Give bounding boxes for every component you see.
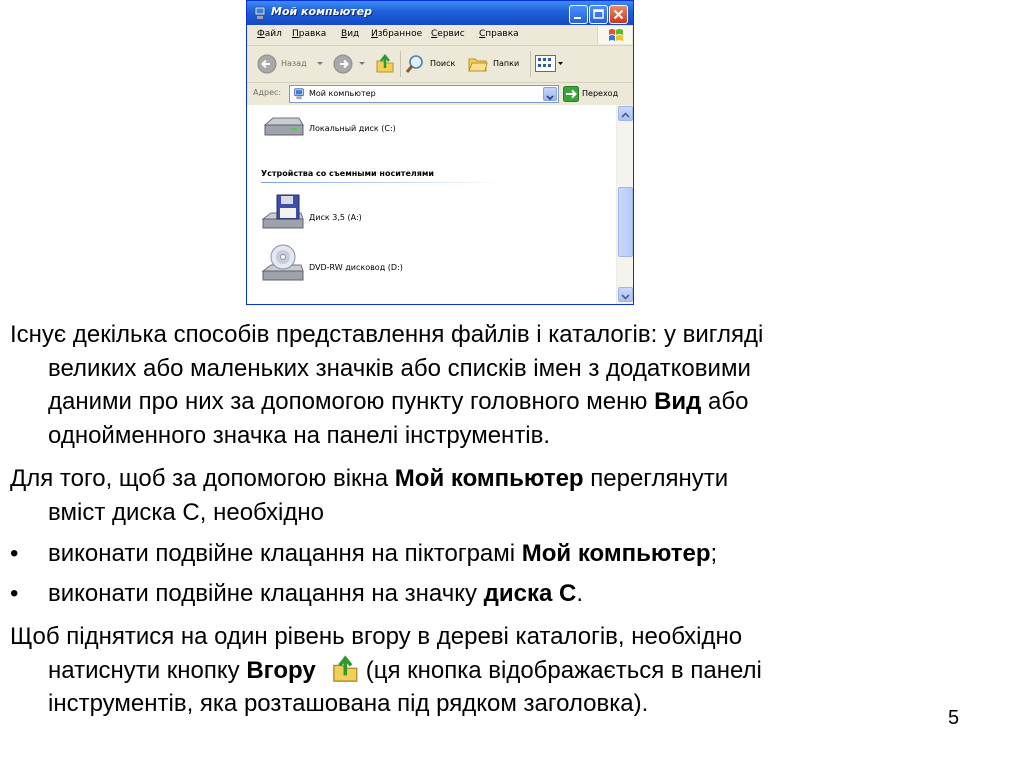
text-run: Для того, щоб за допомогою вікна xyxy=(10,465,395,492)
text-run: виконати подвійне клацання на піктограмі xyxy=(48,540,522,567)
search-icon xyxy=(405,54,425,74)
close-icon xyxy=(610,6,627,23)
back-button[interactable] xyxy=(257,46,325,82)
text-line xyxy=(10,385,995,419)
address-value: Мой компьютер xyxy=(309,89,376,98)
dvd-drive-icon xyxy=(261,243,305,287)
chevron-down-icon xyxy=(619,290,632,303)
bullet-text xyxy=(48,577,583,611)
windows-logo xyxy=(597,26,632,44)
up-folder-icon xyxy=(330,654,362,684)
vertical-scrollbar[interactable] xyxy=(616,105,634,304)
hard-drive-icon xyxy=(261,113,305,141)
forward-arrow-icon xyxy=(333,54,353,74)
search-button[interactable] xyxy=(405,46,463,82)
menu-view[interactable]: Вид xyxy=(341,29,360,39)
text-run: виконати подвійне клацання на значку xyxy=(48,580,484,607)
text-line xyxy=(10,462,995,496)
text-line: вміст диска С, необхідно xyxy=(48,498,324,526)
windows-flag-icon xyxy=(608,28,624,43)
text-line: великих або маленьких значків або списків імен з додатковими xyxy=(48,354,751,382)
maximize-button[interactable] xyxy=(589,5,608,24)
address-dropdown-button[interactable] xyxy=(543,87,557,101)
folders-label: Папки xyxy=(493,59,520,68)
scroll-up-button[interactable] xyxy=(618,106,633,121)
my-computer-emphasis: Мой компьютер xyxy=(521,540,711,567)
my-computer-icon xyxy=(253,6,267,20)
chevron-down-icon xyxy=(544,91,556,103)
text-line: Щоб піднятися на один рівень вгору в дереві каталогів, необхідно xyxy=(10,623,743,650)
maximize-icon xyxy=(590,6,607,23)
my-computer-icon xyxy=(293,88,305,100)
close-button[interactable] xyxy=(609,5,628,24)
page-number: 5 xyxy=(948,707,960,729)
file-list-pane xyxy=(247,105,616,304)
floppy-a-item[interactable] xyxy=(261,193,461,233)
group-divider xyxy=(261,182,501,183)
paragraph-view-modes xyxy=(10,318,995,452)
local-disk-c-label: Локальный диск (C:) xyxy=(309,124,396,133)
up-button-emphasis: Вгору xyxy=(246,656,316,684)
text-run: або xyxy=(701,388,749,415)
up-folder-icon xyxy=(375,53,396,74)
views-icon xyxy=(535,55,565,73)
chevron-down-icon xyxy=(359,62,365,66)
text-run: ; xyxy=(710,540,718,567)
menu-file[interactable]: Файл xyxy=(257,29,282,39)
folders-icon xyxy=(468,54,488,74)
bullet-text xyxy=(48,537,717,571)
paragraph-view-disk xyxy=(10,462,995,529)
minimize-button[interactable] xyxy=(569,5,588,24)
address-label: Адрес: xyxy=(253,88,282,97)
back-arrow-icon xyxy=(257,54,277,74)
search-label: Поиск xyxy=(430,59,456,68)
text-line: однойменного значка на панелі інструментів. xyxy=(48,421,551,449)
text-run: переглянути xyxy=(583,465,729,492)
paragraph-up-button xyxy=(10,620,995,721)
dvd-rw-d-label: DVD-RW дисковод (D:) xyxy=(309,263,403,272)
menu-tools[interactable]: Сервис xyxy=(431,29,465,39)
go-label: Переход xyxy=(582,89,619,98)
menu-help[interactable]: Справка xyxy=(479,29,519,39)
my-computer-window xyxy=(246,0,634,305)
text-run: . xyxy=(576,580,584,607)
menu-view-emphasis: Вид xyxy=(654,388,702,415)
menu-edit[interactable]: Правка xyxy=(292,29,327,39)
folders-button[interactable] xyxy=(468,46,526,82)
dvd-rw-d-item[interactable] xyxy=(261,243,461,283)
text-line xyxy=(10,654,995,688)
go-arrow-icon xyxy=(563,86,579,102)
bullet-marker: • xyxy=(10,540,19,567)
text-run: даними про них за допомогою пункту головного меню xyxy=(48,388,655,415)
back-label: Назад xyxy=(281,59,307,68)
chevron-up-icon xyxy=(619,109,632,122)
minimize-icon xyxy=(570,6,587,23)
scroll-thumb[interactable] xyxy=(618,187,633,257)
local-disk-c-item[interactable] xyxy=(261,113,461,153)
address-field[interactable] xyxy=(289,85,559,103)
toolbar-separator xyxy=(400,51,401,77)
text-line: Існує декілька способів представлення файлів і каталогів: у вигляді xyxy=(10,321,764,348)
address-bar xyxy=(247,83,633,106)
scroll-down-button[interactable] xyxy=(618,287,633,302)
text-run: (ця кнопка відображається в панелі xyxy=(365,656,762,684)
up-folder-button[interactable] xyxy=(375,46,397,82)
my-computer-emphasis: Мой компьютер xyxy=(394,465,584,492)
window-title: Мой компьютер xyxy=(271,5,373,18)
chevron-down-icon xyxy=(317,62,323,66)
menu-bar xyxy=(247,25,633,46)
go-button[interactable] xyxy=(563,85,633,103)
toolbar xyxy=(247,46,633,83)
title-bar[interactable] xyxy=(247,1,633,25)
text-run: натиснути кнопку xyxy=(48,656,247,684)
floppy-drive-icon xyxy=(261,193,305,235)
text-line: інструментів, яка розташована під рядком заголовка). xyxy=(48,690,649,717)
views-button[interactable] xyxy=(535,46,565,82)
menu-favorites[interactable]: Избранное xyxy=(371,29,423,39)
removable-devices-heading: Устройства со съемными носителями xyxy=(261,169,435,178)
toolbar-separator xyxy=(530,51,531,77)
floppy-a-label: Диск 3,5 (A:) xyxy=(309,213,362,222)
bullet-marker: • xyxy=(10,580,19,607)
disk-c-emphasis: диска С xyxy=(483,580,577,607)
forward-button[interactable] xyxy=(333,46,365,82)
